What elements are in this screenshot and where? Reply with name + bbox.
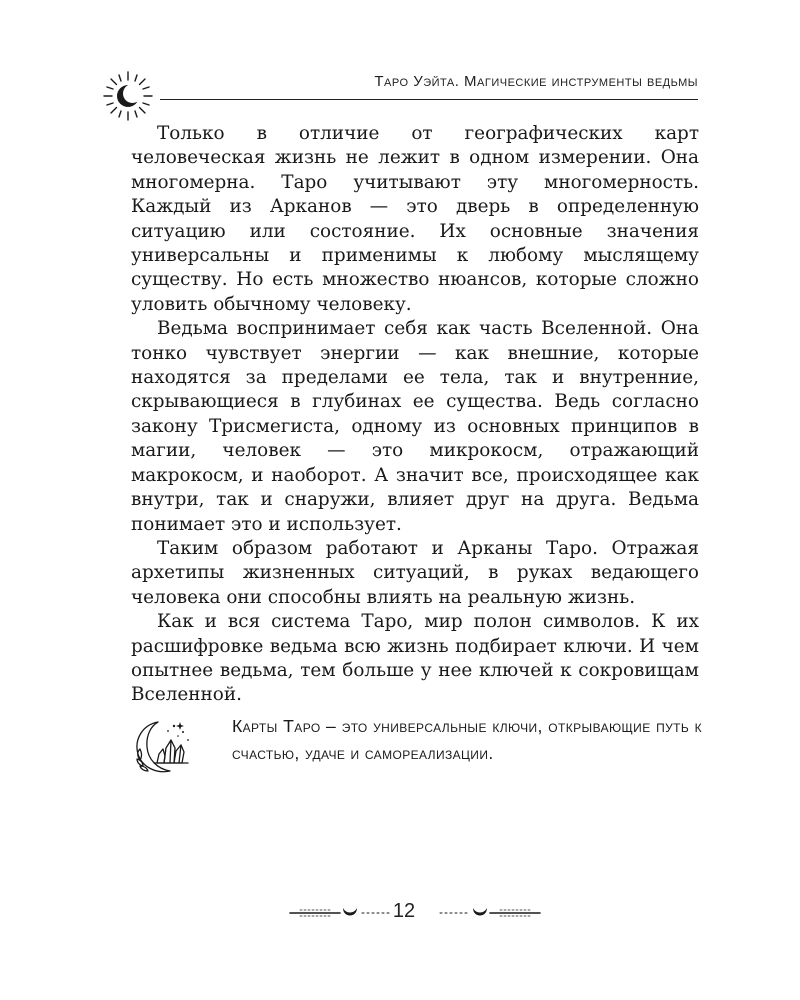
paragraph: Как и вся система Таро, мир полон символов. К их расшифровке ведьма всю жизнь подбирает ключи. И чем опытнее ведьма, тем больше у нее ключей к сокровищам Вселенной. [131,611,699,706]
sun-moon-icon [98,66,158,126]
paragraph: Только в отличие от географических карт человеческая жизнь не лежит в одном измерении. Она многомерна. Таро учитывают эту многомерность. Каждый из Арканов — это дверь в определенную ситуацию или состояние. Их основные значения универсальны и применимы к любому мыслящему существу. Но есть множество нюансов, которые сложно уловить обычному человеку. [131,123,699,315]
callout-text: Карты Таро – это универсальные ключи, открывающие путь к счастью, удаче и самореализации. [232,716,702,763]
header-rule [160,99,698,100]
paragraph: Ведьма воспринимает себя как часть Вселенной. Она тонко чувствует энергии — как внешние, которые находятся за пределами ее тела, так и внутренние, скрывающиеся в глубинах ее существа. Ведь согласно закону Трисмегиста, одному из основных принципов в магии, человек — это микрокосм, отражающий макрокосм, и наоборот. А значит все, происходящее как внутри, так и снаружи, влияет друг на друга. Ведьма понимает это и использует. [131,318,699,535]
page-number: 12 [392,900,416,922]
running-title: Таро Уэйта. Магические инструменты ведьмы [374,73,698,90]
crescent-moon-crystals-icon [128,716,200,778]
main-text [131,122,699,708]
paragraph: Таким образом работают и Арканы Таро. Отражая архетипы жизненных ситуаций, в руках ведающего человека они способны влиять на реальную жизнь. [131,537,699,608]
